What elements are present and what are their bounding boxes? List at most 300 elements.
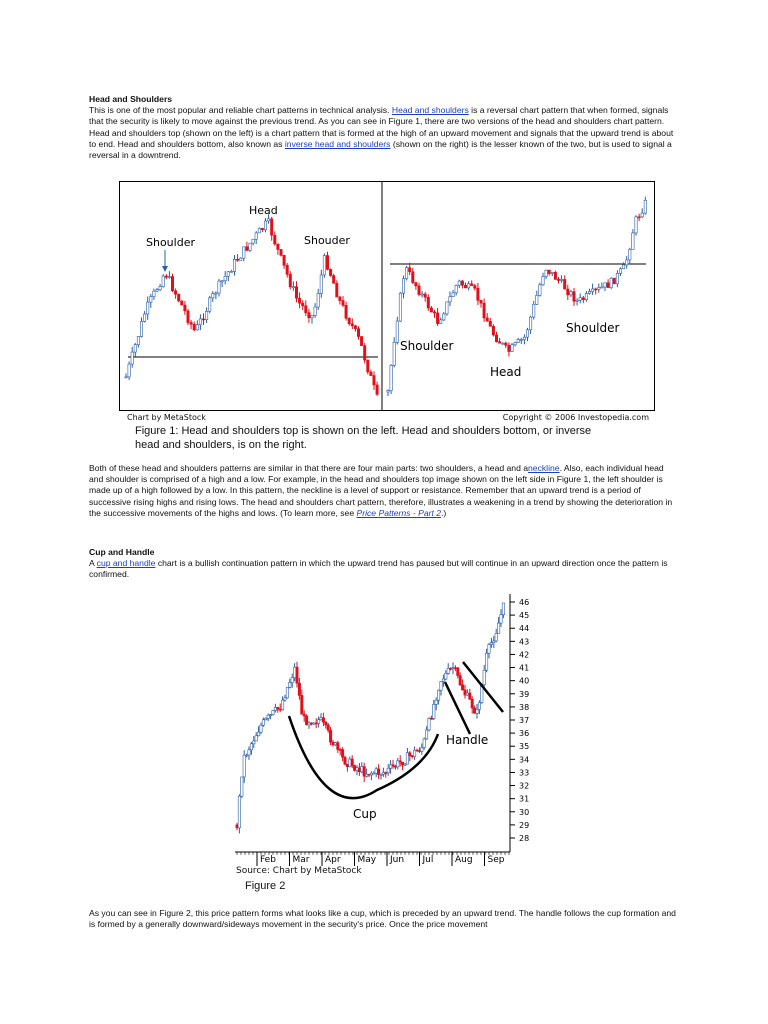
head-and-shoulders-link[interactable]: Head and shoulders [391, 105, 469, 116]
cup-candle [445, 673, 447, 679]
cup-candle [301, 695, 303, 714]
cup-candle [277, 707, 279, 709]
cup-candle [440, 681, 442, 690]
cup-candle [466, 693, 468, 695]
cup-candle [493, 641, 495, 643]
hs-bottom-candle [622, 265, 624, 269]
hs-top-candle [202, 319, 204, 320]
hs-top-candle [326, 256, 328, 270]
cup-candle [449, 668, 451, 669]
cup-candle [397, 761, 399, 767]
hs-bottom-candle [536, 295, 538, 304]
cup-candle [325, 722, 327, 725]
y-tick-label: 30 [519, 807, 530, 817]
hs-top-candle [205, 311, 207, 319]
cup-candle [313, 723, 315, 724]
hs-top-candle [215, 293, 217, 294]
cup-candle [413, 750, 415, 756]
cup-candle [315, 723, 317, 724]
cup-candle [382, 772, 384, 774]
figure-1-svg [120, 182, 654, 410]
text: is a reversal chart pattern that when formed, signals that the security is likely to move against the previous trend. As you can see in Figure 1, there are two versions of the head and shoulders chart pattern. Head and shoulders top (shown on the left) is a chart pattern that is formed at the high of an upward movement and signals that the upward trend is about to end. Head and shoulders bottom, also known as [89, 105, 674, 149]
parts-paragraph [89, 463, 679, 519]
y-tick-label: 41 [519, 663, 530, 673]
label-handle: Handle [446, 733, 489, 747]
cup-curve [289, 716, 438, 798]
hs-top-candle [376, 385, 378, 394]
hs-top-candle [354, 326, 356, 329]
hs-top-candle [212, 294, 214, 298]
x-tick-label: Jun [390, 855, 405, 865]
hs-bottom-candle [520, 339, 522, 340]
hs-top-candle [246, 247, 248, 251]
cup-candle [452, 668, 454, 669]
cup-candle [298, 683, 300, 695]
cup-candle [346, 764, 348, 766]
cup-candle [416, 750, 418, 751]
hs-top-candle [249, 243, 251, 250]
hs-bottom-candle [412, 272, 414, 283]
hs-bottom-candle [576, 300, 578, 301]
hs-bottom-candle [446, 302, 448, 314]
text: This is one of the most popular and reliable chart patterns in technical analysis. [89, 105, 392, 116]
hs-top-candle [348, 318, 350, 323]
hs-top-candle [181, 301, 183, 305]
cup-candle [303, 714, 305, 716]
y-tick-label: 44 [519, 624, 530, 634]
hs-bottom-candle [436, 313, 438, 324]
cup-candle [289, 683, 291, 688]
hs-top-candle [280, 249, 282, 255]
cup-candle [358, 768, 360, 772]
hs-bottom-candle [502, 343, 504, 344]
hs-bottom-candle [399, 293, 401, 321]
hs-top-candle [156, 290, 158, 291]
cup-candle [269, 715, 271, 716]
x-tick-label: May [357, 855, 377, 865]
hs-top-candle [243, 247, 245, 258]
cup-candle [495, 633, 497, 641]
cup-candle [418, 750, 420, 751]
cup-candle [296, 667, 298, 683]
hs-top-candle [289, 274, 291, 286]
hs-top-candle [357, 329, 359, 337]
y-tick-label: 35 [519, 742, 530, 752]
hs-top-candle [261, 228, 263, 229]
text: Both of these head and shoulders patterns are similar in that there are four main parts: two shoulders, a head and a [89, 463, 529, 473]
y-tick-label: 37 [519, 716, 530, 725]
cup-candle [351, 759, 353, 766]
cup-candle [375, 769, 377, 773]
label-inv-head: Head [490, 365, 522, 379]
cup-candle [373, 773, 375, 774]
hs-bottom-candle [461, 281, 463, 285]
hs-bottom-candle [430, 308, 432, 312]
label-inv-shoulder-left: Shoulder [400, 339, 454, 353]
hs-bottom-candle [529, 317, 531, 330]
hs-top-candle [271, 219, 273, 235]
hs-top-candle [292, 287, 294, 288]
y-tick-label: 33 [519, 768, 530, 778]
cup-candle [243, 755, 245, 777]
cup-candle [320, 718, 322, 720]
hs-bottom-candle [458, 281, 460, 285]
cup-candle [421, 748, 423, 752]
hs-top-candle [314, 307, 316, 315]
hs-top-candle [367, 360, 369, 372]
hs-bottom-candle [601, 287, 603, 288]
hs-top-candle [190, 323, 192, 325]
cup-candle [293, 667, 295, 678]
hs-top-candle [224, 276, 226, 280]
x-tick-label: Jul [422, 855, 434, 865]
price-patterns-link[interactable]: Price Patterns - Part 2 [356, 507, 442, 518]
cup-paragraph [89, 558, 679, 580]
hs-bottom-candle [523, 337, 525, 339]
cup-and-handle-link[interactable]: cup and handle [96, 558, 156, 569]
hs-bottom-candle [396, 321, 398, 342]
hs-bottom-candle [616, 273, 618, 284]
cup-candle [344, 757, 346, 764]
hs-bottom-candle [548, 270, 550, 273]
hs-top-candle [125, 377, 127, 378]
x-tick-label: Mar [292, 855, 310, 865]
x-tick-label: Aug [455, 855, 473, 865]
hs-top-candle [305, 306, 307, 313]
hs-top-candle [184, 305, 186, 311]
hs-bottom-candle [591, 289, 593, 292]
hs-top-candle [187, 311, 189, 323]
cup-candle [423, 739, 425, 748]
cup-candle [464, 690, 466, 695]
hs-top-candle [295, 287, 297, 299]
cup-candle [339, 749, 341, 750]
section-head-and-shoulders [89, 94, 679, 161]
hs-bottom-candle [464, 285, 466, 288]
hs-bottom-candle [638, 217, 640, 218]
hs-top-candle [360, 337, 362, 346]
hs-top-candle [302, 303, 304, 306]
handle-paragraph: As you can see in Figure 2, this price pattern forms what looks like a cup, which is preceded by an upward trend. The handle follows the cup formation and is formed by a generally downward/sideways movement in the security's price. Once the price movement [89, 908, 676, 930]
cup-candle [457, 668, 459, 676]
hs-bottom-candle [498, 342, 500, 343]
cup-candle [248, 750, 250, 755]
cup-candle [322, 718, 324, 722]
hs-top-candle [252, 239, 254, 243]
cup-candle [255, 736, 257, 741]
cup-candle [332, 742, 334, 745]
hs-top-candle [339, 297, 341, 301]
y-tick-label: 29 [519, 820, 530, 830]
y-tick-label: 40 [519, 676, 530, 686]
hs-bottom-candle [508, 345, 510, 351]
cup-candle [284, 698, 286, 700]
cup-candle [473, 708, 475, 713]
hs-bottom-candle [632, 233, 634, 250]
figure-2-svg [225, 594, 555, 874]
y-tick-label: 31 [519, 794, 530, 804]
hs-top-candle [342, 301, 344, 306]
cup-candle [368, 774, 370, 775]
hs-top-candle [159, 287, 161, 290]
cup-candle [262, 720, 264, 726]
cup-candle [337, 743, 339, 750]
hs-bottom-candle [483, 303, 485, 318]
credit-left: Chart by MetaStock [127, 413, 206, 422]
hs-top-candle [174, 291, 176, 294]
section-cup-and-handle [89, 547, 679, 581]
hs-bottom-candle [452, 293, 454, 297]
cup-candle [334, 743, 336, 745]
cup-candle [459, 676, 461, 685]
cup-candle [310, 723, 312, 724]
inverse-head-and-shoulders-link[interactable]: inverse head and shoulders [284, 138, 391, 149]
hs-bottom-candle [427, 297, 429, 308]
cup-candle [365, 774, 367, 776]
y-tick-label: 38 [519, 702, 530, 712]
cup-candle [329, 730, 331, 742]
hs-bottom-candle [440, 320, 442, 324]
hs-bottom-candle [449, 297, 451, 302]
hs-bottom-candle [415, 283, 417, 286]
section-heading: Cup and Handle [89, 547, 155, 557]
cup-candle [380, 774, 382, 775]
hs-top-candle [137, 336, 139, 344]
cup-candle [279, 709, 281, 710]
label-head: Head [249, 204, 278, 217]
hs-top-candle [255, 233, 257, 239]
cup-candle [363, 767, 365, 777]
hs-bottom-candle [629, 249, 631, 259]
hs-bottom-candle [557, 279, 559, 280]
cup-candle [394, 766, 396, 767]
hs-bottom-candle [418, 286, 420, 295]
text: (shown on the right) is the lesser known of the two, but is used to signal a reversal in a downtrend. [89, 138, 672, 161]
hs-bottom-candle [480, 300, 482, 303]
hs-bottom-candle [455, 285, 457, 293]
hs-bottom-candle [598, 287, 600, 289]
hs-bottom-candle [560, 279, 562, 280]
y-tick-label: 43 [519, 637, 530, 647]
cup-candle [471, 699, 473, 708]
hs-top-candle [153, 291, 155, 297]
hs-bottom-candle [579, 298, 581, 300]
cup-candle [435, 700, 437, 704]
cup-candle [265, 718, 267, 719]
hs-top-candle [240, 258, 242, 260]
cup-candle [488, 644, 490, 653]
y-tick-label: 46 [519, 598, 530, 607]
cup-candle [385, 772, 387, 773]
cup-candle [281, 700, 283, 710]
hs-top-candle [264, 221, 266, 230]
cup-candle [245, 755, 247, 756]
cup-candle [469, 693, 471, 699]
cup-candle [500, 615, 502, 623]
hs-bottom-candle [505, 343, 507, 345]
hs-bottom-candle [554, 272, 556, 279]
neckline-link[interactable]: neckline [528, 463, 560, 473]
label-shoulder-right: Shouder [304, 234, 350, 247]
figure-1-chart [119, 181, 655, 411]
hs-top-candle [258, 228, 260, 233]
figure-2-caption: Figure 2 [245, 880, 286, 892]
cup-candle [370, 773, 372, 775]
hs-bottom-candle [545, 270, 547, 276]
hs-top-candle [333, 276, 335, 284]
hs-bottom-candle [486, 318, 488, 321]
cup-candle [485, 653, 487, 670]
cup-candle [377, 769, 379, 775]
y-tick-label: 32 [519, 781, 530, 791]
cup-candle [250, 744, 252, 750]
hs-bottom-candle [539, 285, 541, 296]
cup-candle [454, 668, 456, 669]
hs-bottom-candle [387, 391, 389, 392]
cup-candle [483, 670, 485, 684]
y-tick-label: 39 [519, 689, 530, 699]
cup-candle [361, 767, 363, 772]
hs-bottom-candle [474, 286, 476, 289]
cup-candle [409, 753, 411, 756]
hs-bottom-candle [567, 289, 569, 295]
hs-top-candle [165, 276, 167, 277]
hs-bottom-candle [517, 340, 519, 343]
cup-candle [428, 718, 430, 730]
text: A [89, 558, 97, 569]
text: .) [441, 507, 447, 518]
hs-bottom-candle [492, 326, 494, 335]
cup-candle [392, 765, 394, 766]
hs-bottom-candle [595, 289, 597, 290]
hs-bottom-candle [551, 272, 553, 273]
cup-candle [433, 704, 435, 718]
hs-top-candle [131, 352, 133, 364]
hs-top-candle [209, 298, 211, 311]
label-shoulder-left: Shoulder [146, 236, 195, 249]
cup-candle [442, 679, 444, 681]
hs-top-candle [236, 259, 238, 260]
cup-candle [267, 715, 269, 718]
hs-top-candle [140, 321, 142, 336]
hs-top-candle [162, 276, 164, 287]
intro-paragraph [89, 105, 679, 161]
cup-candle [399, 761, 401, 762]
cup-candle [291, 678, 293, 683]
cup-candle [401, 762, 403, 765]
hs-bottom-candle [585, 293, 587, 299]
y-tick-label: 28 [519, 834, 530, 843]
hs-top-candle [230, 271, 232, 272]
hs-top-candle [298, 298, 300, 303]
hs-top-candle [277, 244, 279, 249]
cup-candle [404, 764, 406, 765]
label-cup: Cup [353, 807, 377, 821]
hs-top-candle [143, 314, 145, 321]
y-tick-label: 36 [519, 729, 530, 739]
hs-bottom-candle [635, 217, 637, 233]
cup-candle [286, 687, 288, 698]
cup-candle [478, 703, 480, 710]
cup-candle [341, 750, 343, 758]
hs-top-candle [221, 281, 223, 282]
hs-bottom-candle [607, 283, 609, 288]
hs-top-candle [317, 294, 319, 308]
hs-bottom-candle [511, 345, 513, 352]
hs-top-candle [308, 313, 310, 318]
hs-top-candle [196, 325, 198, 330]
hs-bottom-candle [613, 278, 615, 284]
cup-candle [411, 756, 413, 757]
cup-candle [260, 725, 262, 732]
cup-candle [437, 690, 439, 700]
hs-bottom-candle [421, 294, 423, 295]
cup-candle [349, 759, 351, 767]
hs-bottom-candle [471, 284, 473, 286]
cup-candle [502, 603, 504, 615]
hs-top-candle [323, 256, 325, 275]
hs-top-candle [320, 275, 322, 294]
section-heading: Head and Shoulders [89, 94, 173, 104]
hs-top-candle [267, 219, 269, 221]
hs-bottom-candle [542, 277, 544, 285]
hs-top-candle [193, 324, 195, 330]
figure-2-credit: Source: Chart by MetaStock [236, 866, 362, 876]
hs-bottom-candle [495, 335, 497, 342]
hs-bottom-candle [393, 342, 395, 365]
hs-bottom-candle [644, 200, 646, 213]
y-tick-label: 45 [519, 611, 530, 621]
hs-bottom-candle [409, 268, 411, 272]
hs-bottom-candle [573, 292, 575, 302]
x-tick-label: Sep [487, 855, 505, 865]
cup-candle [241, 777, 243, 796]
hs-top-candle [364, 346, 366, 360]
hs-bottom-candle [489, 321, 491, 326]
hs-top-candle [351, 324, 353, 326]
hs-top-candle [218, 281, 220, 293]
cup-candle [257, 732, 259, 736]
hs-bottom-candle [477, 288, 479, 300]
cup-candle [461, 685, 463, 690]
cup-candle [236, 825, 238, 828]
cup-candle [356, 768, 358, 771]
hs-top-candle [286, 265, 288, 274]
hs-top-candle [373, 376, 375, 385]
cup-candle [253, 741, 255, 744]
hs-bottom-candle [604, 283, 606, 287]
cup-candle [274, 707, 276, 710]
hs-top-candle [199, 319, 201, 325]
handle-line-upper [463, 662, 503, 712]
cup-candle [430, 718, 432, 719]
hs-bottom-candle [641, 213, 643, 217]
hs-bottom-candle [582, 298, 584, 300]
hs-bottom-candle [467, 284, 469, 288]
hs-top-candle [147, 302, 149, 314]
cup-candle [406, 753, 408, 764]
figure-1-caption: Figure 1: Head and shoulders top is shown on the left. Head and shoulders bottom, or inverse head and shoulders, is on the right. [135, 425, 592, 451]
shoulder-arrow-icon [162, 266, 168, 272]
cup-candle [476, 709, 478, 713]
hs-bottom-candle [610, 278, 612, 287]
cup-candle [272, 711, 274, 715]
hs-bottom-candle [564, 279, 566, 289]
hs-bottom-candle [424, 294, 426, 297]
cup-candle [425, 730, 427, 739]
hs-top-candle [150, 297, 152, 302]
hs-top-candle [178, 294, 180, 301]
